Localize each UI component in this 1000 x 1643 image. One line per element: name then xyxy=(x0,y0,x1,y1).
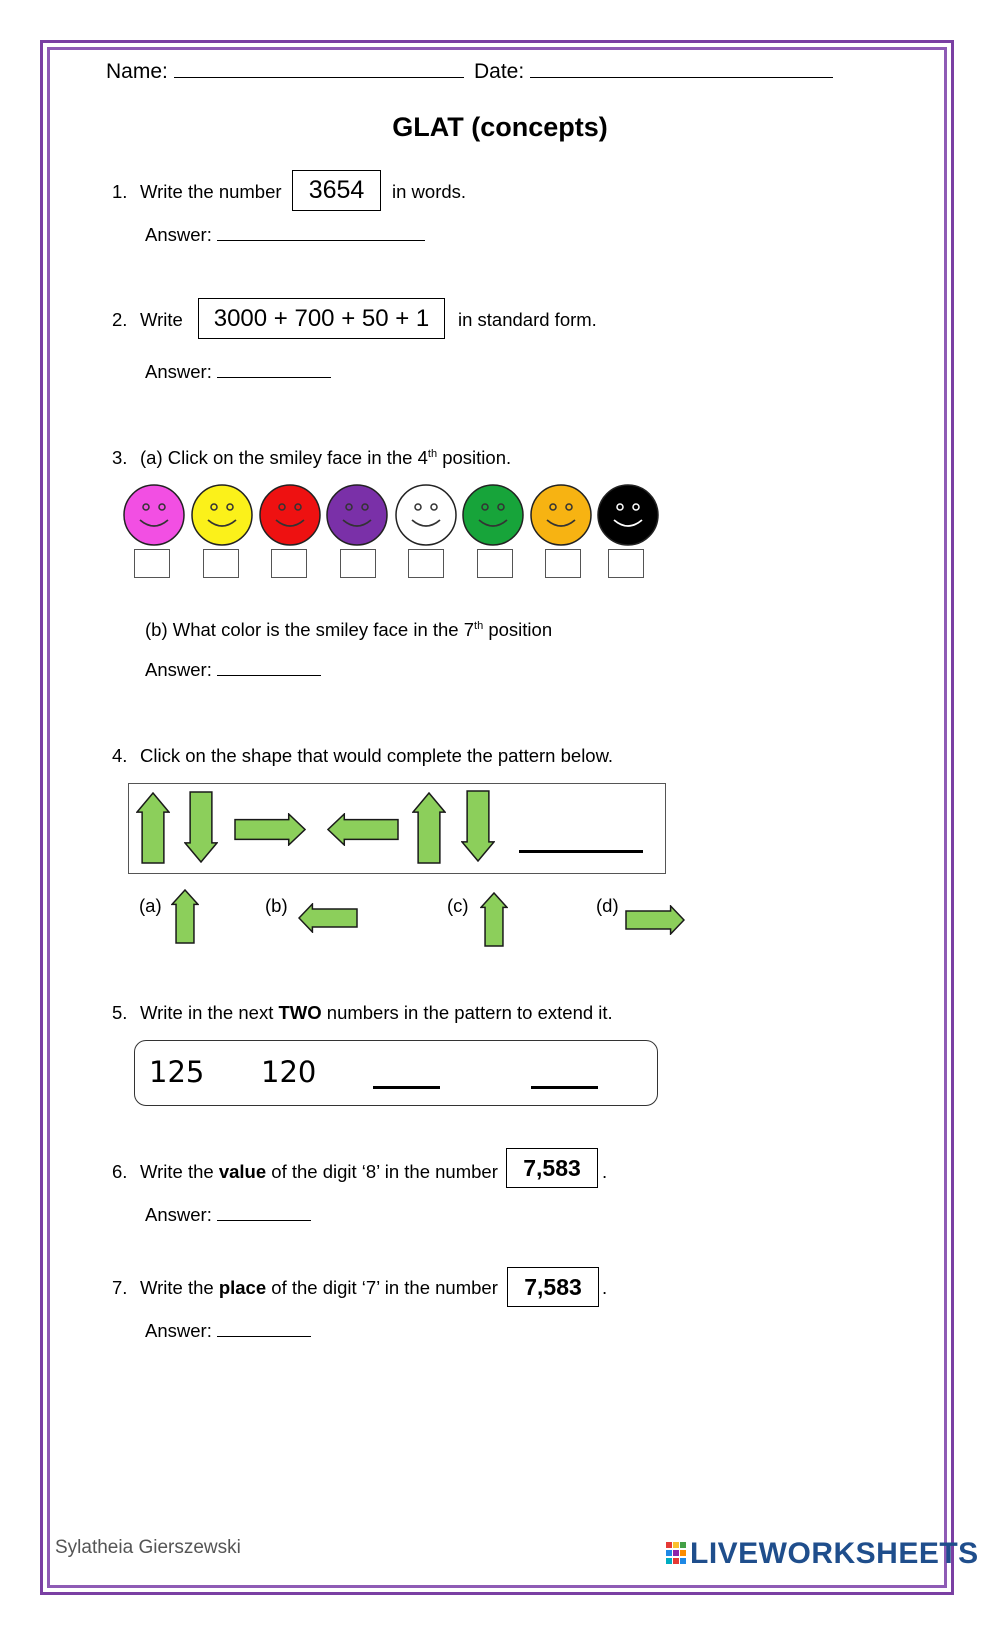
q1-answer xyxy=(145,224,425,246)
q6-answer-label: Answer: xyxy=(145,1204,212,1225)
q7-text-bold: place xyxy=(218,1277,267,1298)
q6-text-pre: Write the xyxy=(140,1161,219,1182)
smiley-answer-box-3[interactable] xyxy=(271,549,307,578)
q3a-text-post: position. xyxy=(437,447,512,468)
q3b-sup: th xyxy=(474,619,484,632)
q7-text-post: of the digit ‘7’ in the number xyxy=(266,1277,498,1298)
q6-text xyxy=(140,1161,498,1183)
pattern-blank-line xyxy=(519,850,643,853)
author-credit: Sylatheia Gierszewski xyxy=(55,1537,241,1558)
smiley-answer-box-1[interactable] xyxy=(134,549,170,578)
q7-text-pre: Write the xyxy=(140,1277,219,1298)
q4-number: 4. xyxy=(112,745,128,766)
q2-answer-line[interactable] xyxy=(217,377,331,378)
liveworksheets-logo-text: LIVEWORKSHEETS xyxy=(690,1537,979,1570)
smiley-face-6[interactable] xyxy=(460,482,526,548)
q1-number-box: 3654 xyxy=(292,170,381,211)
smiley-answer-box-2[interactable] xyxy=(203,549,239,578)
q4-text: Click on the shape that would complete the pattern below. xyxy=(140,745,614,766)
q5-text-bold: TWO xyxy=(278,1002,322,1023)
q3b-text-pre: (b) What color is the smiley face in the 7 xyxy=(145,619,475,640)
q6-number-box: 7,583 xyxy=(506,1148,598,1188)
q5-text-post: numbers in the pattern to extend it. xyxy=(321,1002,613,1023)
smiley-answer-box-7[interactable] xyxy=(545,549,581,578)
q2-answer-label: Answer: xyxy=(145,361,212,382)
option-label-a: (a) xyxy=(139,895,162,916)
q6-period: . xyxy=(602,1161,608,1182)
q1-text: Write the number xyxy=(140,181,282,202)
pattern-blank-2[interactable] xyxy=(531,1086,598,1089)
q3b-text-post: position xyxy=(483,619,553,640)
pattern-number-2: 120 xyxy=(261,1055,317,1089)
smiley-face-4[interactable] xyxy=(324,482,390,548)
q6-answer-line[interactable] xyxy=(217,1220,311,1221)
name-field xyxy=(106,60,464,84)
smiley-face-7[interactable] xyxy=(528,482,594,548)
smiley-answer-box-4[interactable] xyxy=(340,549,376,578)
date-label: Date: xyxy=(474,60,525,83)
q1-answer-line[interactable] xyxy=(217,240,425,241)
q6-number: 6. xyxy=(112,1161,128,1182)
q5-text xyxy=(140,1002,613,1024)
pattern-arrow-up-icon xyxy=(412,792,446,864)
q7-answer xyxy=(145,1320,311,1342)
name-label: Name: xyxy=(106,60,168,83)
q3-number: 3. xyxy=(112,447,128,468)
q5-text-pre: Write in the next xyxy=(140,1002,279,1023)
q3-answer-label: Answer: xyxy=(145,659,212,680)
name-line[interactable] xyxy=(174,77,464,78)
q3a-text xyxy=(140,447,511,469)
smiley-face-3[interactable] xyxy=(257,482,323,548)
worksheet-title: GLAT (concepts) xyxy=(392,112,608,142)
q1-number: 1. xyxy=(112,181,128,202)
q7-number: 7. xyxy=(112,1277,128,1298)
q2-number: 2. xyxy=(112,309,128,330)
q2-text-end: in standard form. xyxy=(458,309,597,330)
option-label-d: (d) xyxy=(596,895,619,916)
q6-text-post: of the digit ‘8’ in the number xyxy=(266,1161,498,1182)
pattern-arrow-left-icon xyxy=(327,813,399,846)
number-pattern-box xyxy=(134,1040,658,1106)
option-label-c: (c) xyxy=(447,895,469,916)
q7-answer-line[interactable] xyxy=(217,1336,311,1337)
pattern-blank-1[interactable] xyxy=(373,1086,440,1089)
q1-text-end: in words. xyxy=(392,181,467,202)
q3b-text xyxy=(145,619,552,641)
q7-period: . xyxy=(602,1277,608,1298)
smiley-answer-box-5[interactable] xyxy=(408,549,444,578)
q2-expression-box: 3000 + 700 + 50 + 1 xyxy=(198,298,445,339)
smiley-face-8[interactable] xyxy=(595,482,661,548)
date-field xyxy=(474,60,833,84)
option-arrow-left-icon[interactable] xyxy=(298,903,358,933)
pattern-number-1: 125 xyxy=(149,1055,205,1089)
smiley-face-1[interactable] xyxy=(121,482,187,548)
q6-answer xyxy=(145,1204,311,1226)
q6-text-bold: value xyxy=(218,1161,267,1182)
q7-number-box: 7,583 xyxy=(507,1267,599,1307)
option-arrow-up-icon[interactable] xyxy=(480,892,508,947)
option-arrow-right-icon[interactable] xyxy=(625,905,685,935)
q7-text xyxy=(140,1277,498,1299)
pattern-arrow-down-icon xyxy=(461,790,495,862)
date-line[interactable] xyxy=(530,77,833,78)
q7-answer-label: Answer: xyxy=(145,1320,212,1341)
smiley-face-2[interactable] xyxy=(189,482,255,548)
pattern-arrow-up-icon xyxy=(136,792,170,864)
smiley-answer-box-6[interactable] xyxy=(477,549,513,578)
q5-number: 5. xyxy=(112,1002,128,1023)
q1-answer-label: Answer: xyxy=(145,224,212,245)
q3-answer-line[interactable] xyxy=(217,675,321,676)
q3a-sup: th xyxy=(427,447,438,460)
pattern-arrow-right-icon xyxy=(234,813,306,846)
option-arrow-up-icon[interactable] xyxy=(171,889,199,944)
smiley-face-5[interactable] xyxy=(393,482,459,548)
pattern-arrow-down-icon xyxy=(184,791,218,863)
q2-answer xyxy=(145,361,331,383)
q3-answer xyxy=(145,659,321,681)
liveworksheets-logo xyxy=(666,1537,979,1571)
smiley-answer-box-8[interactable] xyxy=(608,549,644,578)
q2-text: Write xyxy=(140,309,183,330)
q3a-text-pre: (a) Click on the smiley face in the 4 xyxy=(140,447,428,468)
liveworksheets-logo-icon xyxy=(666,1542,688,1566)
option-label-b: (b) xyxy=(265,895,288,916)
